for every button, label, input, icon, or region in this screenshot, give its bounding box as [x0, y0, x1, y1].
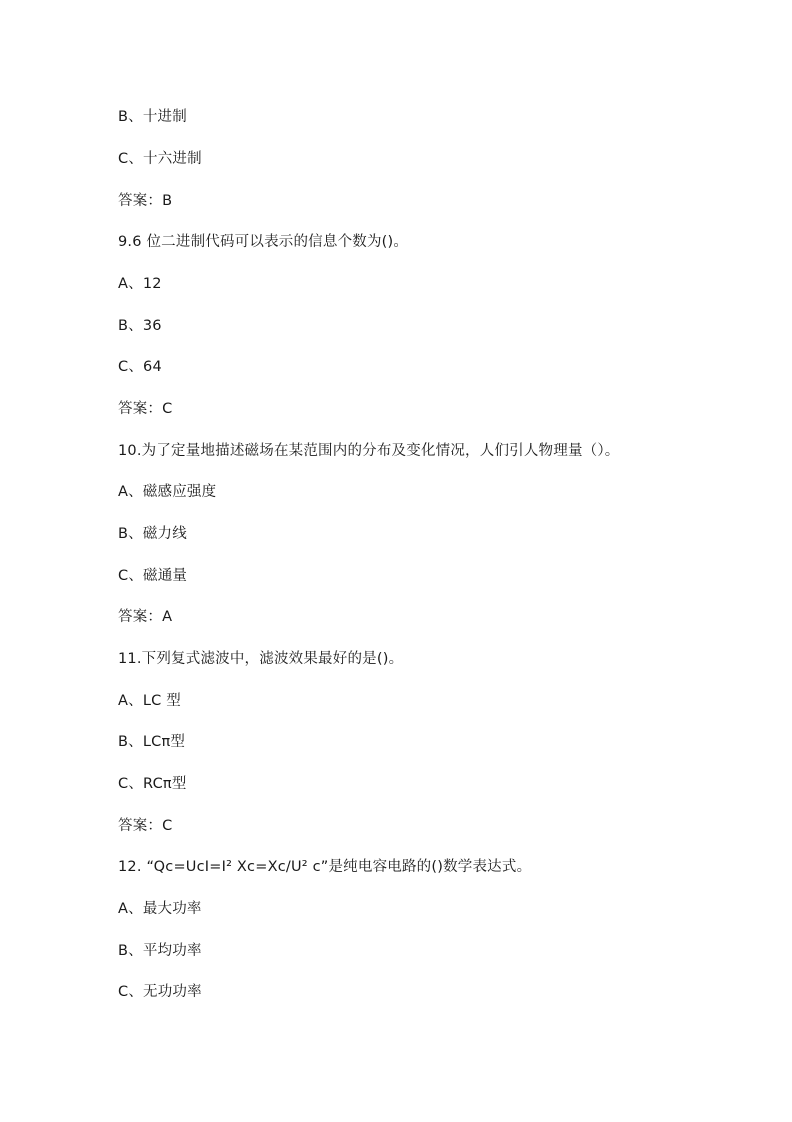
option-b-q9: B、36	[118, 318, 162, 334]
answer-q10: 答案：A	[118, 609, 173, 625]
answer-q11: 答案：C	[118, 818, 173, 834]
option-a-q9: A、12	[118, 276, 162, 292]
answer-q8: 答案：B	[118, 193, 173, 209]
option-a-q10: A、磁感应强度	[118, 484, 217, 500]
option-b-q8: B、十进制	[118, 109, 187, 125]
option-b-q12: B、平均功率	[118, 943, 202, 959]
option-a-q12: A、最大功率	[118, 901, 202, 917]
option-c-q10: C、磁通量	[118, 568, 188, 584]
option-b-q11: B、LCπ型	[118, 734, 186, 750]
question-9: 9.6 位二进制代码可以表示的信息个数为()。	[118, 234, 409, 250]
option-c-q11: C、RCπ型	[118, 776, 187, 792]
question-10: 10.为了定量地描述磁场在某范围内的分布及变化情况，人们引人物理量（）。	[118, 443, 620, 459]
option-a-q11: A、LC 型	[118, 693, 181, 709]
option-c-q8: C、十六进制	[118, 151, 202, 167]
question-11: 11.下列复式滤波中，滤波效果最好的是()。	[118, 651, 404, 667]
option-c-q9: C、64	[118, 359, 162, 375]
option-c-q12: C、无功功率	[118, 984, 202, 1000]
question-12: 12. “Qc=UcI=I² Xc=Xc/U² c”是纯电容电路的()数学表达式。	[118, 859, 532, 875]
option-b-q10: B、磁力线	[118, 526, 187, 542]
answer-q9: 答案：C	[118, 401, 173, 417]
